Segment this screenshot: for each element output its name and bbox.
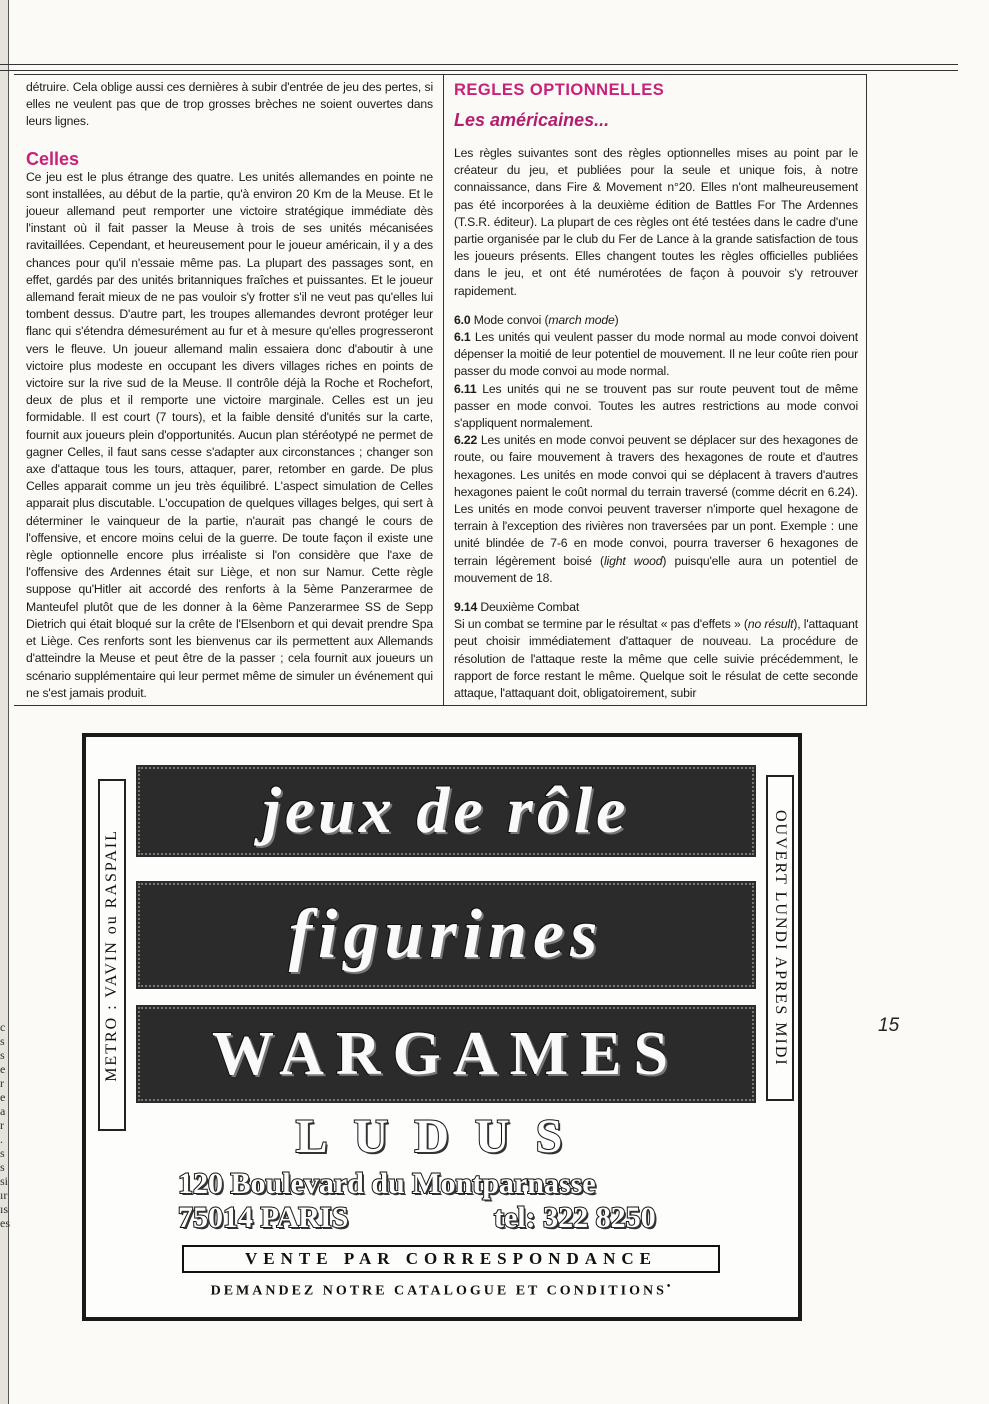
facing-page-fragment: ıs: [0, 1202, 9, 1216]
americaines-subtitle: Les américaines...: [454, 110, 610, 130]
facing-page-fragment: s: [0, 1034, 5, 1048]
rule-6-0: [454, 312, 858, 329]
ad-line-3: WARGAMES: [211, 1019, 681, 1088]
ad-street-address: 120 Boulevard du Montparnasse: [178, 1167, 596, 1200]
ad-telephone: tel: 322 8250: [494, 1201, 656, 1234]
facing-page-fragment: r: [0, 1118, 4, 1132]
rule-text: Les unités qui veulent passer du mode normal au mode convoi doivent dépenser la moitié de leur potentiel de mouvement. Il ne leur coûte rien pour passer du mode convoi au mode normal.: [454, 330, 858, 379]
rule-text-italic: no résult: [747, 617, 794, 632]
ad-brand-name: LUDUS: [295, 1110, 589, 1163]
ludus-advertisement: [82, 733, 802, 1321]
mail-order-box: [182, 1245, 720, 1273]
rule-text: Les unités en mode convoi peuvent se déplacer sur des hexagones de route, ou faire mouvement à travers des hexagones de route et d'autres hexagones. Les unités en mode convoi qui se déplacent à travers d'autres hexagones paient le coût normal du terrain traversé (comme décrit en 6.24). Les unités en mode convoi peuvent traverser n'importe quel hexagone de terrain à l'exception des rivières non traversées par un pont. Exemple : une unité blindée de 7-6 en mode convoi, pourra traverser 6 hexagones de terrain légèrement boisé (: [454, 433, 858, 568]
facing-page-fragment: s: [0, 1146, 5, 1160]
rule-number: 6.22: [454, 433, 478, 448]
rule-6-11: [454, 381, 858, 433]
celles-body: Ce jeu est le plus étrange des quatre. Les unités allemandes en pointe ne sont installées, au début de la partie, qu'à environ 20 Km de la Meuse. Et le joueur allemand peut remporter une victoire stratégique immédiate dès l'instant où il fait passer la Meuse à trois de ses unités mécanisées ravitaillées. Cependant, et heureusement pour le joueur américain, il y a des chances pour qu'il n'essaie même pas. La plupart des passages sont, en effet, gardés par des unités britanniques fraîches et puissantes. Et le joueur allemand ferait mieux de ne pas vouloir s'y frotter s'il ne veut pas qu'elles lui tombent dessus. D'autre part, les troupes allemandes devront protéger leur flanc qui s'étendra démesurément au fur et à mesure qu'elles progresseront vers le fleuve. Un joueur allemand malin essaiera donc d'aboutir à une victoire plus modeste en occupant les divers villages riches en points de victoire sur la rive sud de la Meuse. Il contrôle déjà la Roche et Rochefort, deux de plus et il remporte une victoire marginale. Celles est un jeu formidable. Il est court (7 tours), et la faible densité d'unités sur la carte, fournit aux joueurs plein d'opportunités. Aucun plan stéréotypé ne permet de gagner Celles, il faut sans cesse s'adapter aux circonstances ; changer son axe d'attaque tous les tours, attaquer, parer, retomber en garde. De plus Celles apparait comme un jeu très équilibré. L'aspect simulation de Celles apparait plus discutable. L'occupation de quelques villages belges, qui sert à déterminer le vainqueur de la partie, n'aurait pas changé le cours de l'offensive, et encore moins celui de la guerre. De toute façon il existe une règle optionnelle encore plus irréaliste si l'on considère que l'axe de l'offensive des Ardennes était sur Liège, et non sur Namur. Cette règle suppose qu'Hitler ait accordé des renforts à la 5ème Panzerarmee de Manteufel plutôt que de les donner à la 6ème Panzerarmee SS de Sepp Dietrich qui était bloqué sur la crête de l'Elsenborn et qui devait prendre Spa et Liège. Ces renforts sont les bienvenus car ils permettent aux Allemands d'atteindre la Meuse et peut être de la passer ; cela fournit aux joueurs un scénario supplémentaire qui leur permet même de simuler un événement qui ne s'est jamais produit.: [26, 169, 433, 700]
mail-order-label: VENTE PAR CORRESPONDANCE: [245, 1249, 657, 1268]
rule-6-22: [454, 432, 858, 587]
facing-page-fragment: s: [0, 1160, 5, 1174]
article-box: [14, 74, 867, 706]
ad-line-1: jeux de rôle: [262, 774, 630, 847]
rule-number: 6.1: [454, 330, 471, 345]
rule-title-close: ): [614, 312, 619, 327]
rule-title: Deuxième Combat: [480, 600, 580, 615]
rule-title-italic: march mode: [548, 312, 615, 327]
facing-page-fragment: a: [0, 1104, 6, 1118]
right-column: [444, 75, 866, 705]
facing-page-fragment: e: [0, 1090, 6, 1104]
rule-9-14: [454, 599, 858, 616]
rule-9-14-text: [454, 616, 858, 702]
facing-page-fragment: e: [0, 1062, 6, 1076]
rule-6-1: [454, 329, 858, 381]
facing-page-fragment: c: [0, 1020, 6, 1034]
facing-page-fragment: es: [0, 1216, 10, 1230]
ad-line-2: figurines: [288, 896, 604, 973]
facing-page-fragment: ır: [0, 1188, 8, 1202]
ad-city: 75014 PARIS: [178, 1201, 349, 1234]
lead-paragraph: détruire. Cela oblige aussi ces dernières à subir d'entrée de jeu des pertes, si elles ne veulent pas que de trop grosses brèches ne soient ouvertes dans leurs lignes.: [26, 80, 433, 129]
catalogue-mark: •: [666, 1281, 674, 1292]
rule-number: 9.14: [454, 600, 478, 615]
opening-hours-label: OUVERT LUNDI APRES MIDI: [772, 809, 789, 1067]
opening-hours-box: [766, 775, 794, 1101]
rule-number: 6.0: [454, 312, 471, 327]
rule-number: 6.11: [454, 381, 477, 396]
facing-page-fragment: si: [0, 1174, 9, 1188]
facing-page-fragment: .: [0, 1132, 3, 1146]
page-number: 15: [878, 1015, 900, 1036]
facing-page-fragment: s: [0, 1048, 5, 1062]
metro-label-box: [98, 779, 126, 1131]
catalogue-text: DEMANDEZ NOTRE CATALOGUE ET CONDITIONS: [210, 1283, 667, 1299]
ad-banner-jeux-de-role: [138, 767, 754, 855]
header-rule: [0, 64, 958, 65]
rule-title: Mode convoi (: [473, 312, 549, 327]
facing-page-fragment: r: [0, 1076, 4, 1090]
catalogue-line: [86, 1281, 798, 1300]
left-column: [14, 75, 444, 705]
rule-text: Si un combat se termine par le résultat « pas d'effets » (: [454, 617, 748, 632]
rule-text-end: ), l'attaquant peut choisir immédiatement d'attaquer de nouveau. La procédure de résolution de l'attaque reste la même que celle suivie précédemment, le rapport de force restant le même. Quelque soit le résulat de cette seconde attaque, l'attaquant doit, obligatoirement, subir: [454, 617, 859, 701]
header-rule-secondary: [0, 70, 958, 71]
rule-text: Les unités qui ne se trouvent pas sur route peuvent tout de même passer en mode convoi. Toutes les autres restrictions au mode convoi s'appliquent normalement.: [454, 381, 858, 431]
rule-text-end: ) puisqu'elle aura un potentiel de mouvement de 18.: [454, 553, 858, 585]
intro-paragraph: Les règles suivantes sont des règles optionnelles mises au point par le créateur du jeu, et publiées pour la seule et unique fois, à notre connaissance, dans Fire & Movement n°20. Elles n'ont malheureusement pas été incorporées à la deuxième édition de Battles For The Ardennes (T.S.R. éditeur). La plupart de ces règles ont été testées dans le cadre d'une partie organisée par le club du Fer de Lance à la grande satisfaction de tous les joueurs présents. Elles changent toutes les règles officielles publiées dans le jeu, et ont été numérotées de façon à pouvoir s'y retrouver rapidement.: [454, 146, 858, 298]
facing-page-fragments: [0, 1020, 10, 1230]
celles-heading: Celles: [26, 148, 80, 169]
rule-text-italic: light wood: [603, 553, 663, 568]
ad-banner-wargames: [138, 1007, 754, 1101]
optional-rules-title: REGLES OPTIONNELLES: [454, 81, 665, 99]
ad-banner-figurines: [138, 883, 754, 987]
metro-label: METRO : VAVIN ou RASPAIL: [103, 828, 120, 1082]
